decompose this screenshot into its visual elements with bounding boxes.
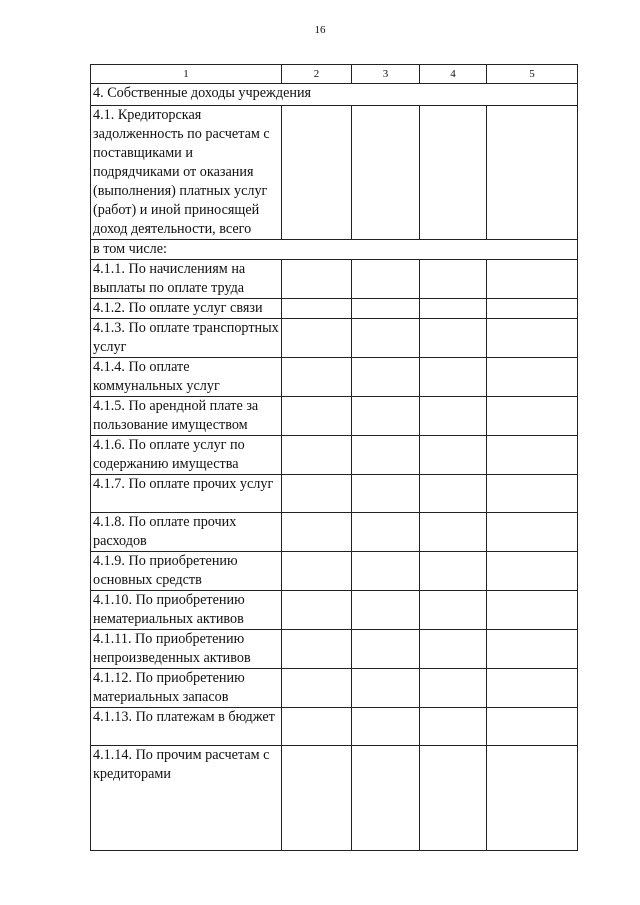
table-row [91,475,578,513]
table-row [91,397,578,436]
value-cell[interactable] [487,436,578,475]
value-cell[interactable] [282,591,352,630]
header-col-2: 2 [282,65,352,84]
table-row [91,260,578,299]
row-label: 4.1.14. По прочим расчетам с кредиторами [91,746,282,851]
value-cell[interactable] [352,591,420,630]
value-cell[interactable] [420,630,487,669]
value-cell[interactable] [487,513,578,552]
row-label: 4.1.7. По оплате прочих услуг [91,475,282,513]
header-row [91,65,578,84]
row-label: 4.1.6. По оплате услуг по содержанию имущества [91,436,282,475]
value-cell[interactable] [487,260,578,299]
table-row [91,436,578,475]
value-cell[interactable] [420,591,487,630]
report-table [90,64,578,851]
value-cell[interactable] [282,746,352,851]
value-cell[interactable] [487,630,578,669]
row-label: 4.1.1. По начислениям на выплаты по оплате труда [91,260,282,299]
table-row [91,669,578,708]
value-cell[interactable] [282,475,352,513]
row-label: 4.1.9. По приобретению основных средств [91,552,282,591]
value-cell[interactable] [282,513,352,552]
value-cell[interactable] [487,106,578,240]
value-cell[interactable] [352,669,420,708]
value-cell[interactable] [487,319,578,358]
row-label: 4.1.13. По платежам в бюджет [91,708,282,746]
table-row [91,299,578,319]
value-cell[interactable] [282,260,352,299]
value-cell[interactable] [282,319,352,358]
section-row [91,84,578,106]
value-cell[interactable] [352,708,420,746]
header-col-1: 1 [91,65,282,84]
value-cell[interactable] [352,260,420,299]
row-label: 4.1. Кредиторская задолженность по расчетам с поставщиками и подрядчиками от оказания (выполнения) платных услуг (работ) и иной приносящей доход деятельности, всего [91,106,282,240]
row-label: 4.1.5. По арендной плате за пользование имуществом [91,397,282,436]
row-label: 4.1.11. По приобретению непроизведенных активов [91,630,282,669]
value-cell[interactable] [352,552,420,591]
value-cell[interactable] [420,436,487,475]
value-cell[interactable] [282,630,352,669]
value-cell[interactable] [487,397,578,436]
value-cell[interactable] [420,475,487,513]
table-row [91,319,578,358]
value-cell[interactable] [420,299,487,319]
value-cell[interactable] [420,746,487,851]
table-row [91,708,578,746]
value-cell[interactable] [352,475,420,513]
row-label: 4.1.4. По оплате коммунальных услуг [91,358,282,397]
table-row [91,630,578,669]
value-cell[interactable] [352,299,420,319]
value-cell[interactable] [282,708,352,746]
value-cell[interactable] [282,436,352,475]
value-cell[interactable] [487,669,578,708]
table-row [91,513,578,552]
value-cell[interactable] [352,106,420,240]
table-row [91,106,578,240]
header-col-4: 4 [420,65,487,84]
page-number: 16 [314,24,326,36]
value-cell[interactable] [487,746,578,851]
value-cell[interactable] [282,669,352,708]
value-cell[interactable] [420,260,487,299]
subheading-label: в том числе: [91,240,578,260]
value-cell[interactable] [420,106,487,240]
row-label: 4.1.10. По приобретению нематериальных активов [91,591,282,630]
header-col-3: 3 [352,65,420,84]
value-cell[interactable] [487,475,578,513]
value-cell[interactable] [487,552,578,591]
value-cell[interactable] [282,552,352,591]
value-cell[interactable] [352,397,420,436]
value-cell[interactable] [282,106,352,240]
section-title: 4. Собственные доходы учреждения [91,84,578,106]
value-cell[interactable] [420,513,487,552]
value-cell[interactable] [282,397,352,436]
subheading-row [91,240,578,260]
value-cell[interactable] [352,630,420,669]
value-cell[interactable] [420,669,487,708]
value-cell[interactable] [420,397,487,436]
row-label: 4.1.3. По оплате транспортных услуг [91,319,282,358]
value-cell[interactable] [487,299,578,319]
value-cell[interactable] [282,358,352,397]
header-col-5: 5 [487,65,578,84]
value-cell[interactable] [420,708,487,746]
value-cell[interactable] [352,513,420,552]
table-row [91,358,578,397]
table-row [91,591,578,630]
table-row [91,746,578,851]
row-label: 4.1.8. По оплате прочих расходов [91,513,282,552]
row-label: 4.1.2. По оплате услуг связи [91,299,282,319]
value-cell[interactable] [352,358,420,397]
value-cell[interactable] [352,436,420,475]
value-cell[interactable] [420,358,487,397]
value-cell[interactable] [352,319,420,358]
value-cell[interactable] [352,746,420,851]
value-cell[interactable] [420,319,487,358]
value-cell[interactable] [487,591,578,630]
value-cell[interactable] [282,299,352,319]
value-cell[interactable] [487,358,578,397]
table-row [91,552,578,591]
value-cell[interactable] [420,552,487,591]
row-label: 4.1.12. По приобретению материальных запасов [91,669,282,708]
value-cell[interactable] [487,708,578,746]
